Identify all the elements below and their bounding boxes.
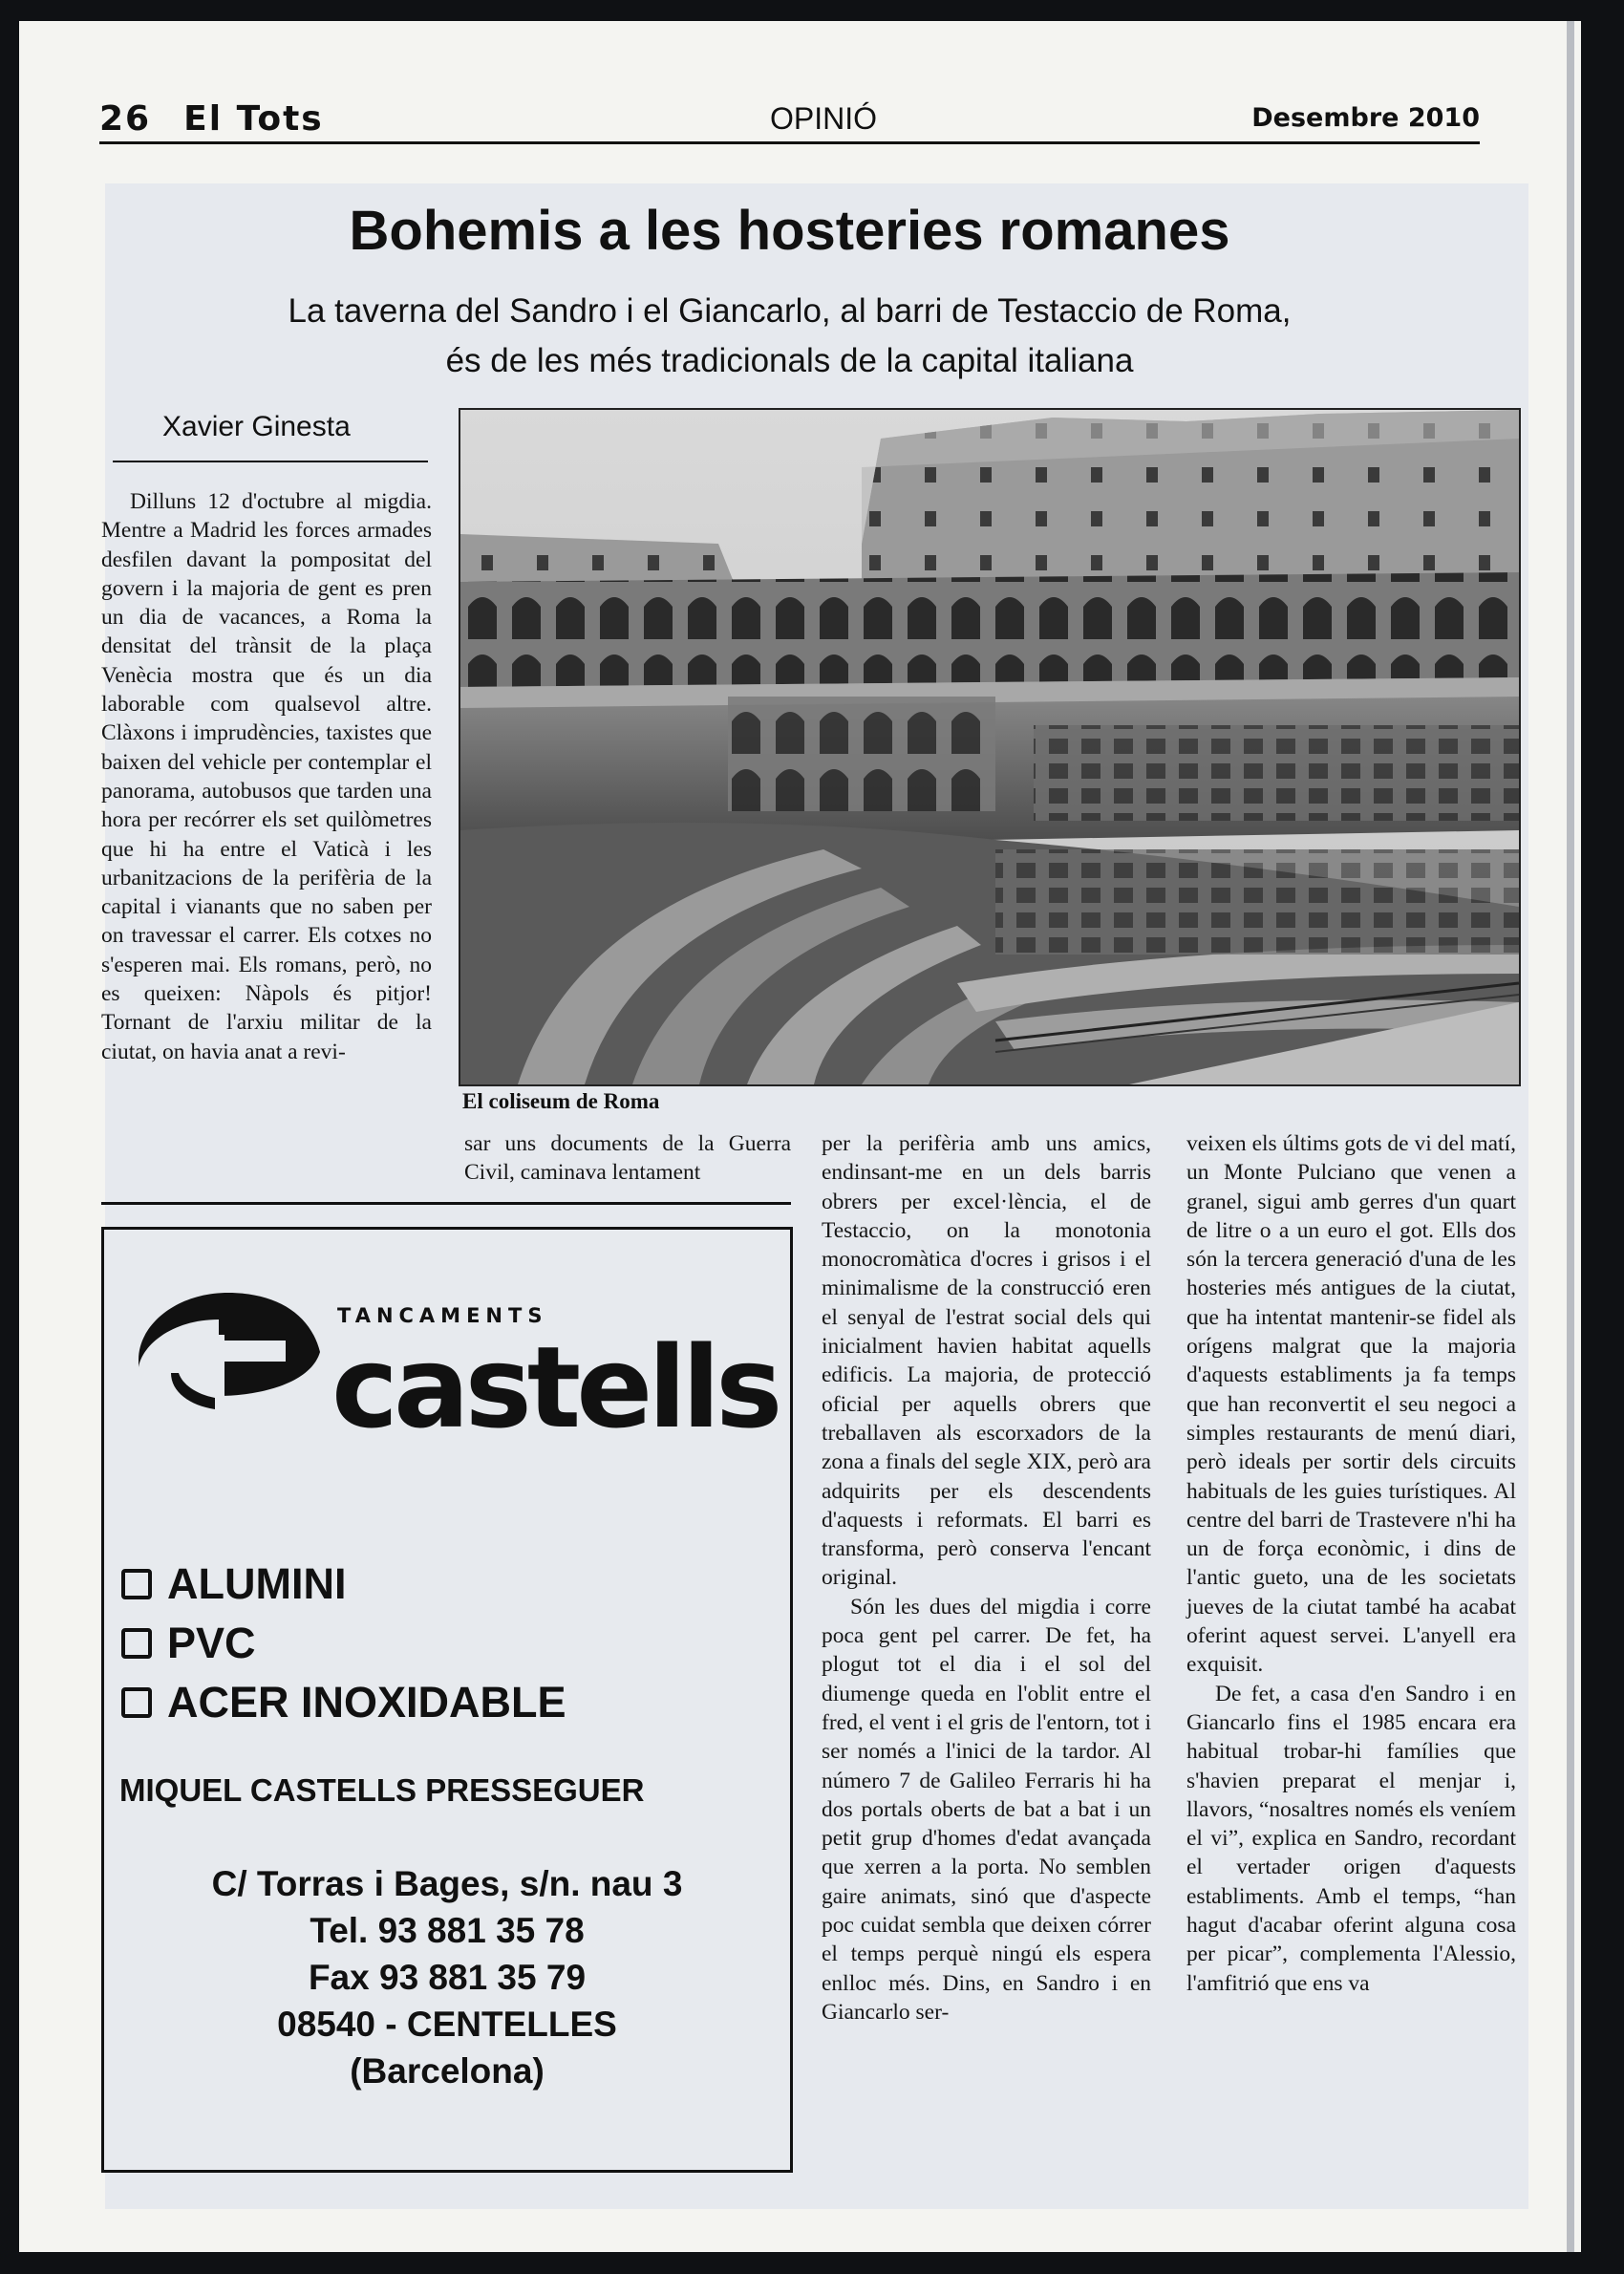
list-item: ALUMINI <box>121 1555 566 1614</box>
ad-city: 08540 - CENTELLES <box>277 2005 617 2044</box>
page-number: 26 <box>99 99 152 139</box>
castells-logo-icon <box>133 1285 324 1424</box>
magazine-page <box>19 21 1581 2252</box>
logo-wordmark: castells <box>331 1321 779 1453</box>
article-title: Bohemis a les hosteries romanes <box>349 200 1230 262</box>
subtitle-line: La taverna del Sandro i el Giancarlo, al barri de Testaccio de Roma, <box>288 292 1292 330</box>
article-column-1 <box>101 487 432 1066</box>
issue-date: Desembre 2010 <box>1251 103 1480 133</box>
article-column-2 <box>464 1129 791 1188</box>
paragraph: Dilluns 12 d'octubre al migdia. Mentre a Madrid les forces armades desfilen davant la pompositat del govern i la majoria de gent es pren un dia de vacances, a Roma la densitat del trànsit de la plaça Venècia mostra que és un dia laborable com qualsevol altre. Clàxons i imprudències, taxistes que baixen del vehicle per contemplar el panorama, autobusos que tarden una hora per recórrer els set quilòmetres que hi ha entre el Vaticà i les urbanitzacions de la perifèria de la capital i vianants que no saben per on travessar el carrer. Els cotxes no s'esperen mai. Els romans, però, no es queixen: Nàpols és pitjor! Tornant de l'arxiu militar de la ciutat, on havia anat a revi- <box>101 489 432 1064</box>
page-header-left <box>99 99 324 139</box>
publication-name: El Tots <box>183 99 324 139</box>
colosseum-photo <box>459 408 1521 1086</box>
scan-edge <box>1567 21 1574 2252</box>
header-rule <box>99 141 1480 144</box>
paragraph: per la perifèria amb uns amics, endinsant-me en un dels barris obrers per excel·lència, el de Testaccio, on la monotonia monocromàtica d'ocres i grisos i el minimalisme de la construcció eren el senyal de l'estrat social dels qui inicialment havien habitat aquells edificis. La majoria, de protecció oficial per aquells obrers que treballaven als escorxadors de la zona a finals del segle XIX, però ara adquirits per els descendents d'aquests i reformats. El barri es transforma, però conserva l'encant original. <box>822 1131 1151 1591</box>
ad-phone: Tel. 93 881 35 78 <box>310 1911 585 1950</box>
section-label: OPINIÓ <box>769 101 877 136</box>
article-column-3 <box>822 1129 1151 2027</box>
article-column-4 <box>1186 1129 1516 1998</box>
advertisement <box>101 1227 793 2173</box>
paragraph: sar uns documents de la Guerra Civil, caminava lentament <box>464 1131 791 1186</box>
paragraph: Són les dues del migdia i corre poca gent pel carrer. De fet, ha plogut tot el dia i el sol del diumenge queda en l'oblit entre el fred, el vent i el gris de l'entorn, tot i ser només a l'inici de la tardor. Al número 7 de Galileo Ferraris hi ha dos portals oberts de bat a bat i un petit grup d'homes d'edat avançada que xerren a la porta. No semblen gaire animats, sinó que d'aspecte poc cuidat sembla que deixen córrer el temps perquè ningú els espera enlloc més. Dins, en Sandro i en Giancarlo ser- <box>822 1594 1151 2025</box>
article-subtitle <box>99 287 1480 386</box>
product-list <box>121 1555 566 1732</box>
paragraph: De fet, a casa d'en Sandro i en Giancarlo fins el 1985 encara era habitual trobar-hi famílies que s'havien preparat el menjar i, llavors, “nosaltres només els veníem el vi”, explica en Sandro, recordant el vertader origen d'aquests establiments. Amb el temps, “han hagut d'acabar oferint alguna cosa per picar”, complementa l'Alessio, l'amfitrió que ens va <box>1186 1681 1516 1996</box>
list-item: PVC <box>121 1614 566 1673</box>
ad-fax: Fax 93 881 35 79 <box>308 1958 587 1997</box>
ad-owner-name: MIQUEL CASTELLS PRESSEGUER <box>119 1772 645 1808</box>
logo-tagline: TANCAMENTS <box>337 1304 548 1327</box>
article-author: Xavier Ginesta <box>162 411 351 442</box>
ad-top-rule <box>101 1202 791 1205</box>
checkbox-icon <box>121 1687 152 1718</box>
ad-contact <box>104 1860 790 2094</box>
subtitle-line: és de les més tradicionals de la capital italiana <box>445 342 1134 379</box>
checkbox-icon <box>121 1628 152 1659</box>
colosseum-illustration <box>460 410 1519 1084</box>
photo-caption: El coliseum de Roma <box>462 1089 660 1113</box>
author-rule <box>113 461 428 462</box>
paragraph: veixen els últims gots de vi del matí, un Monte Pulciano que venen a granel, sigui amb gerres d'un quart de litre o a un euro el got. Ells dos són la tercera generació d'una de les hosteries més antigues de la ciutat, que ha intentat mantenir-se fidel als orígens malgrat que la majoria d'aquests establiments ja fa temps que han reconvertit el seu negoci a simples restaurants de menú diari, però ideals per sortir dels circuits habituals de les guies turístiques. Al centre del barri de Trastevere n'hi ha un de força econòmic, i dins de l'antic gueto, una de les societats jueves de la ciutat també ha acabat oferint aquest servei. L'anyell era exquisit. <box>1186 1131 1516 1678</box>
ad-region: (Barcelona) <box>350 2051 545 2091</box>
checkbox-icon <box>121 1569 152 1599</box>
ad-address: C/ Torras i Bages, s/n. nau 3 <box>211 1864 683 1903</box>
list-item: ACER INOXIDABLE <box>121 1673 566 1732</box>
